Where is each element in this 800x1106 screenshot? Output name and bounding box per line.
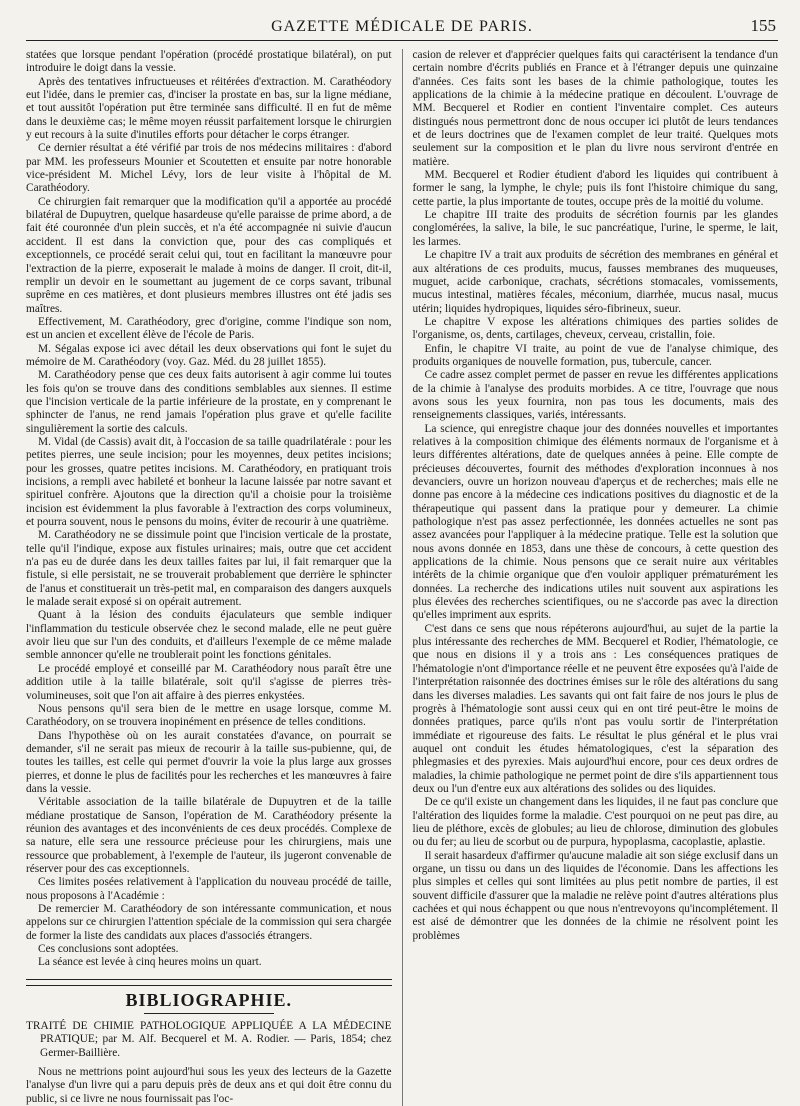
- page-number: 155: [750, 16, 776, 35]
- paragraph: Ce cadre assez complet permet de passer en revue les différentes applications de la chimie à l'analyse des produits morbides. A ce titre, l'ouvrage que nous avons sous les yeux fournira, non pas tous les documents, mais des renseignements classiques, variés, intéressants.: [412, 369, 778, 422]
- paragraph: casion de relever et d'apprécier quelques faits qui caractérisent la tendance d'un certain nombre d'écrits publiés en France et à l'étranger depuis une quinzaine d'années. Ces faits sont les bases de la chimie pathologique, toutes les applications de la chimie à la médecine pratique en découlent. L'ouvrage de MM. Becquerel et Rodier en contient l'inventaire complet. Ces auteurs distingués nous permettront donc de nous occuper ici plutôt de leurs tendances et de leurs doctrines que de l'examen complet de leur traité. Quelques mots seulement sur la composition et le plan du livre nous serviront d'entrée en matière.: [412, 49, 778, 168]
- book-reference: [26, 1020, 392, 1060]
- paragraph: Le chapitre V expose les altérations chimiques des parties solides de l'organisme, os, dents, cartilages, cheveux, cerveau, cristallin, foie.: [412, 315, 778, 342]
- paragraph: M. Carathéodory ne se dissimule point que l'incision verticale de la prostate, telle qu'il l'indique, expose aux fistules urinaires; mais, outre que cet accident n'a pas eu de durée dans les deux tailles faites par lui, il fait remarquer que la fistule, si elle persistait, ne se trouverait probablement que derrière le sphincter de l'anus et constituerait un très-petit mal, en comparaison des dangers auxquels le malade serait exposé si on opérait autrement.: [26, 529, 392, 609]
- paragraph: Ce chirurgien fait remarquer que la modification qu'il a apportée au procédé bilatéral de Dupuytren, quelque hasardeuse qu'elle paraisse de prime abord, a de fait été couronnée d'un plein succès, et n'a été accompagnée ni suivie d'aucun accident. Il est dans la conviction que, pour des cas compliqués et exceptionnels, ce procédé serait celui qui, tout en facilitant la manœuvre pour l'extraction de la pierre, exposerait le malade à moins de danger. Il croit, dit-il, remplir un devoir en le soumettant au jugement de ce corps savant, tribunal suprême en ces matières, et dont plusieurs membres illustres ont été jadis ses maîtres.: [26, 195, 392, 315]
- paragraph: La science, qui enregistre chaque jour des données nouvelles et importantes relatives à la composition chimique des éléments normaux de l'organisme et à leurs différentes altérations, date de quelques années à peine. Elle compte de précieuses découvertes, fournit des méthodes d'exploration inconnues à nos devanciers, ouvre un horizon nouveau d'aperçus et de recherches; mais elle ne donne pas encore à la médecine ces indications positives du diagnostic et de la thérapeutique qui passent dans la pratique pour y demeurer. La chimie pathologique n'est pas assez perfectionnée, les données actuelles ne sont pas assez avancées pour l'appliquer à la médecine pratique. Telle est la solution que nous avons donnée en 1853, dans une thèse de concours, à cette question des applications de la chimie. Nous pensons que ce serait nuire aux véritables intérêts de la chimie organique que d'en vouloir appliquer prématurément les données. La recherche des indications utiles nuit souvent aux aspirations les plus élevées des recherches scientifiques, ou ne s'accorde pas avec la direction qu'elles impriment aux esprits.: [412, 422, 778, 622]
- text-columns: [26, 49, 778, 1106]
- paragraph: La séance est levée à cinq heures moins un quart.: [38, 956, 262, 969]
- paragraph: Nous ne mettrions point aujourd'hui sous les yeux des lecteurs de la Gazette l'analyse d'un livre qui a paru depuis près de deux ans et qui doit être connu du public, si ce livre ne nous fournissait pas l'oc-: [26, 1066, 392, 1105]
- paragraph: C'est dans ce sens que nous répéterons aujourd'hui, au sujet de la partie la plus intéressante des recherches de MM. Becquerel et Rodier, l'hématologie, ce que nous en disions il y a trois ans : Les conséquences pratiques de l'hématologie n'ont d'importance réelle et ne peuvent être exposées qu'à l'aide de l'interprétation raisonnée des doctrines émises sur le rôle des altérations du sang dans les diverses maladies. Les savants qui ont fait faire de nos jours le plus de progrès à l'hématologie sont aussi ceux qui en ont tiré peut-être le moins de données pratiques, parce qu'ils n'ont pas voulu sortir de l'interprétation immédiate et rigoureuse des faits. Le résultat le plus général et le plus vrai auquel ont conduit les études hématologiques, c'est la séparation des phlegmasies et des pyrexies. Mais aujourd'hui encore, pour ces deux ordres de maladies, la chimie pathologique ne permet point de dire s'ils appartiennent tous deux ou l'un d'entre eux aux altérations des solides ou des liquides.: [412, 622, 778, 795]
- section-title: BIBLIOGRAPHIE.: [125, 989, 293, 1010]
- paragraph: Après des tentatives infructueuses et réitérées d'extraction. M. Carathéodory eut l'idée, dans le premier cas, d'inciser la prostate en bas, sur la ligne médiane, et tout aussitôt l'opération put être terminée sans difficulté. Il en fut de même dans le deuxième cas; le même moyen réussit parfaitement lorsque le chirurgien y eut recours à la suite d'inutiles efforts pour détacher le corps étranger.: [26, 75, 392, 142]
- paragraph: De remercier M. Carathéodory de son intéressante communication, et nous appelons sur ce chirurgien l'attention spéciale de la commission qui sera chargée de former la liste des candidats aux places d'associés étrangers.: [26, 903, 392, 942]
- paragraph: Ces limites posées relativement à l'application du nouveau procédé de taille, nous proposons à l'Académie :: [26, 876, 392, 902]
- paragraph: Effectivement, M. Carathéodory, grec d'origine, comme l'indique son nom, est un ancien et excellent élève de l'école de Paris.: [26, 315, 392, 342]
- paragraph: Véritable association de la taille bilatérale de Dupuytren et de la taille médiane prostatique de Sanson, l'opération de M. Carathéodory présente la réunion des avantages et des inconvénients de ces deux procédés. Complexe de sa nature, elle sera une ressource précieuse pour les chirurgiens, mais une ressource que probablement, à l'exemple de l'auteur, ils jugeront convenable de réserver pour des cas exceptionnels.: [26, 796, 392, 875]
- paragraph: Enfin, le chapitre VI traite, au point de vue de l'analyse chimique, des produits organiques de nouvelle formation, pus, tubercule, cancer.: [412, 342, 778, 368]
- paragraph: De ce qu'il existe un changement dans les liquides, il ne faut pas conclure que l'altération des liquides forme la maladie. C'est pourquoi on ne peut pas dire, au lieu de pléthore, excès de globules; au lieu de chlorose, diminution des globules ou du fer; au lieu de scorbut ou de purpura, hypoplasma, cacoplastie, aplastie.: [412, 796, 778, 849]
- paragraph: statées que lorsque pendant l'opération (procédé prostatique bilatéral), on put introduire le doigt dans la vessie.: [26, 49, 392, 75]
- title-underline: [144, 1013, 274, 1014]
- paragraph: Le chapitre III traite des produits de sécrétion fournis par les glandes conglomérées, la salive, la bile, le suc pancréatique, l'urine, le sperme, le lait, les larmes.: [412, 209, 778, 248]
- reference-text: TRAITÉ DE CHIMIE PATHOLOGIQUE APPLIQUÉE A LA MÉDECINE PRATIQUE; par M. Alf. Becquerel et M. A. Rodier. — Paris, 1854; chez Germer-Baillière.: [26, 1020, 392, 1059]
- paragraph: Ces conclusions sont adoptées.: [38, 943, 179, 956]
- right-column: [403, 49, 779, 1106]
- paragraph: M. Vidal (de Cassis) avait dit, à l'occasion de sa taille quadrilatérale : pour les petites pierres, une seule incision; pour les moyennes, deux petites incisions; pour les grosses, quatre petites incisions. M. Carathéodory, en pratiquant trois incisions, a rempli avec habileté et bonheur la lacune laissée par notre savant et spirituel confrère. Ajoutons que la direction qu'il a choisie pour la troisième incision est évidemment la plus favorable à l'extraction des corps volumineux, et pourra souvent, nous le pensons du moins, éviter de recourir à une quatrième.: [26, 435, 392, 529]
- paragraph: MM. Becquerel et Rodier étudient d'abord les liquides qui contribuent à former le sang, la lymphe, le chyle; puis ils font l'histoire chimique du sang, cette partie, la plus importante de toutes, occupe près de la moitié du volume.: [412, 169, 778, 208]
- paragraph: Dans l'hypothèse où on les aurait constatées d'avance, on pourrait se demander, s'il ne serait pas mieux de recourir à la taille sus-pubienne, qui, de toutes les tailles, est celle qui permet d'ouvrir la voie la plus large aux grosses pierres, et donne le plus de facilités pour les recherches et les manœuvres à faire dans la vessie.: [26, 729, 392, 795]
- paragraph: Nous pensons qu'il sera bien de le mettre en usage lorsque, comme M. Carathéodory, on se trouvera inopinément en présence de telles conditions.: [26, 702, 392, 729]
- section-divider: [26, 979, 392, 986]
- paragraph: Il serait hasardeux d'affirmer qu'aucune maladie ait son siége exclusif dans un organe, un tissu ou dans un des liquides de l'économie. Dans les affections les plus simples et celles qui sont limitées au plus petit nombre de parties, il est souvent difficile d'assurer que la maladie ne relève point d'autres altérations plus cachées et qui nous échappent ou que nous n'entrevoyons qu'incomplétement. Il est aisé de démontrer que les données de la chimie ne résolvent point les problèmes: [412, 849, 778, 942]
- paragraph: M. Carathéodory pense que ces deux faits autorisent à agir comme lui toutes les fois qu'on se trouve dans des conditions semblables aux siennes. Il estime que l'incision verticale de la partie inférieure de la prostate, en y comprenant le sphincter de l'anus, ne rend jamais l'opération plus grave et qu'elle facilite singulièrement la sortie des calculs.: [26, 369, 392, 435]
- paragraph: Quant à la lésion des conduits éjaculateurs que semble indiquer l'inflammation du testicule observée chez le second malade, elle ne peut guère avoir lieu que sur l'un des conduits, et d'ailleurs l'exemple de ce même malade semble annoncer qu'elle ne troublerait point les fonctions génitales.: [26, 609, 392, 662]
- paragraph: Le chapitre IV a trait aux produits de sécrétion des membranes en général et aux altérations de ces produits, mucus, fausses membranes des muqueuses, muguet, acide carbonique, crachats, sécrétions stomacales, vomissements, mucus intestinal, matières fécales, méconium, diarrhée, mucus nasal, mucus utérin; liquides hydropiques, liquides séro-fibrineux, sueur.: [412, 249, 778, 315]
- left-column: [26, 49, 403, 1106]
- running-title: GAZETTE MÉDICALE DE PARIS.: [271, 18, 533, 35]
- page-header: [26, 14, 778, 41]
- paragraph: Ce dernier résultat a été vérifié par trois de nos médecins militaires : d'abord par MM. les professeurs Mounier et Scoutetten et ensuite par notre honorable vice-président M. Michel Lévy, lors de leur visite à l'hôpital de M. Carathéodory.: [26, 142, 392, 195]
- paragraph: M. Ségalas expose ici avec détail les deux observations qui font le sujet du mémoire de M. Carathéodory (voy. Gaz. Méd. du 28 juillet 1855).: [26, 342, 392, 368]
- paragraph: Le procédé employé et conseillé par M. Carathéodory nous paraît être une addition utile à la taille bilatérale, soit qu'il s'agisse de pierres très-volumineuses, soit que l'on ait affaire à des pierres enkystées.: [26, 662, 392, 702]
